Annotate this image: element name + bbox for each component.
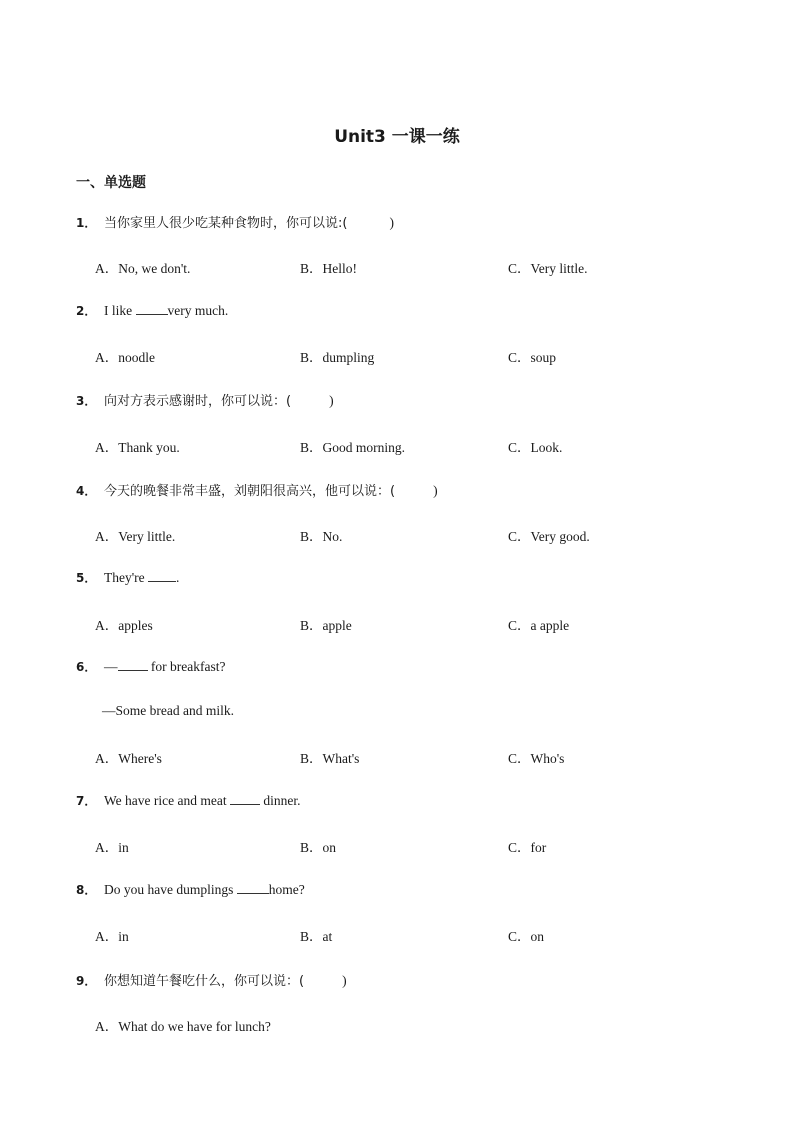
question-9: [76, 970, 347, 989]
question-number: 9．: [76, 974, 97, 988]
option-c[interactable]: C．a apple: [508, 618, 570, 633]
answer-blank: [136, 302, 168, 315]
page-title: Unit3 一课一练: [334, 127, 460, 147]
option-c[interactable]: C．soup: [508, 350, 557, 365]
option-b[interactable]: B．Hello!: [300, 261, 357, 276]
question-text: I like: [104, 303, 136, 318]
option-a[interactable]: A．Very little.: [95, 529, 176, 544]
option-b[interactable]: B．apple: [300, 618, 352, 633]
answer-blank: [148, 569, 176, 582]
option-a[interactable]: A．What do we have for lunch?: [95, 1019, 271, 1034]
option-c[interactable]: C．Very good.: [508, 529, 590, 544]
option-b[interactable]: B．Good morning.: [300, 440, 406, 455]
dialogue-reply: —Some bread and milk.: [102, 703, 234, 718]
question-text-end: ): [433, 483, 438, 498]
option-b[interactable]: B．No.: [300, 529, 343, 544]
question-text-end: very much.: [167, 303, 229, 318]
option-a[interactable]: A．noodle: [95, 350, 155, 365]
question-text-end: ): [329, 393, 334, 408]
question-7: [76, 792, 300, 809]
question-number: 5．: [76, 571, 97, 585]
option-a[interactable]: A．No, we don't.: [95, 261, 191, 276]
question-6: [76, 658, 225, 675]
question-number: 6．: [76, 660, 97, 674]
question-number: 8．: [76, 883, 97, 897]
question-text: —: [104, 659, 118, 674]
question-text: 当你家里人很少吃某种食物时，你可以说:(: [104, 216, 348, 231]
question-text: Do you have dumplings: [104, 882, 237, 897]
question-text-end: for breakfast?: [147, 659, 226, 674]
question-4: [76, 480, 438, 499]
option-c[interactable]: C．Look.: [508, 440, 563, 455]
answer-blank: [118, 658, 148, 671]
question-number: 7．: [76, 794, 97, 808]
question-number: 4．: [76, 484, 97, 498]
question-text: 你想知道午餐吃什么，你可以说：(: [104, 974, 305, 989]
option-b[interactable]: B．What's: [300, 751, 360, 766]
question-3: [76, 390, 334, 409]
question-text-end: .: [176, 570, 180, 585]
answer-blank: [237, 881, 269, 894]
option-c[interactable]: C．Very little.: [508, 261, 588, 276]
option-c[interactable]: C．on: [508, 929, 545, 944]
question-8: [76, 881, 305, 898]
option-b[interactable]: B．on: [300, 840, 337, 855]
option-b[interactable]: B．dumpling: [300, 350, 375, 365]
question-text-end: home?: [268, 882, 305, 897]
option-c[interactable]: C．for: [508, 840, 547, 855]
question-5: [76, 569, 179, 586]
question-number: 1．: [76, 216, 97, 230]
question-number: 3．: [76, 394, 97, 408]
answer-blank: [230, 792, 260, 805]
question-text-end: ): [389, 215, 394, 230]
option-a[interactable]: A．in: [95, 929, 129, 944]
option-a[interactable]: A．in: [95, 840, 129, 855]
option-c[interactable]: C．Who's: [508, 751, 565, 766]
question-text-end: dinner.: [259, 793, 301, 808]
option-a[interactable]: A．Where's: [95, 751, 162, 766]
question-text-end: ): [342, 973, 347, 988]
option-b[interactable]: B．at: [300, 929, 333, 944]
question-text: They're: [104, 570, 149, 585]
section-heading: 一、单选题: [76, 175, 146, 191]
question-text: 向对方表示感谢时，你可以说：(: [104, 394, 292, 409]
question-2: [76, 302, 228, 319]
question-text: We have rice and meat: [104, 793, 230, 808]
question-1: [76, 212, 394, 231]
option-a[interactable]: A．Thank you.: [95, 440, 180, 455]
question-text: 今天的晚餐非常丰盛，刘朝阳很高兴，他可以说：(: [104, 484, 396, 499]
question-number: 2．: [76, 304, 97, 318]
option-a[interactable]: A．apples: [95, 618, 153, 633]
